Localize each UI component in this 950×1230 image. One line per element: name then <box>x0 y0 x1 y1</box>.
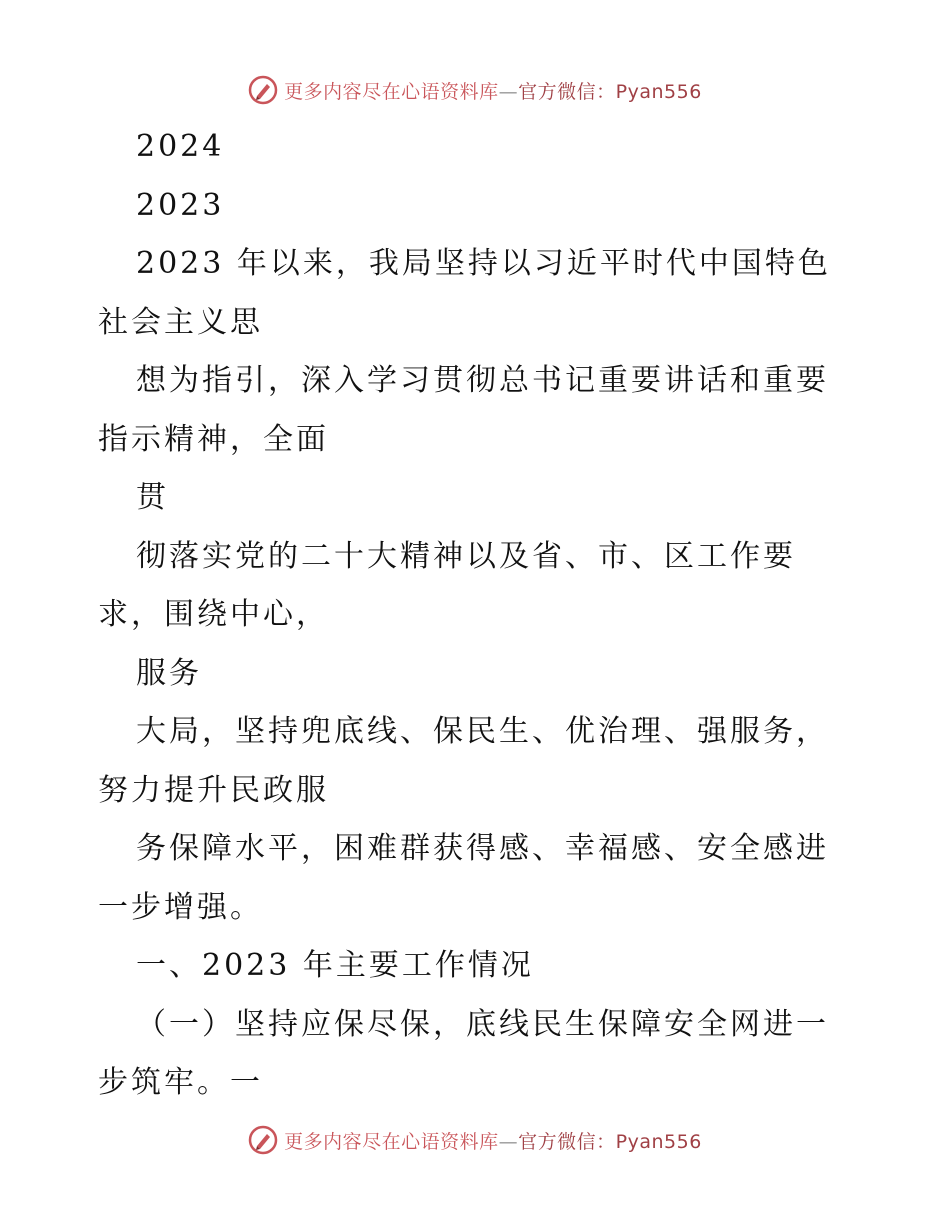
text-line: （一）坚持应保尽保，底线民生保障安全网进一 <box>136 1006 829 1042</box>
text-line: 2024 <box>136 129 225 164</box>
text-line: 务保障水平，困难群获得感、幸福感、安全感进 <box>136 831 829 866</box>
text-line: 2023 年以来，我局坚持以习近平时代中国特色 <box>136 246 831 281</box>
document-body <box>98 118 858 1113</box>
header-watermark <box>0 70 950 110</box>
pen-logo-icon <box>248 75 278 105</box>
text-line: 2023 <box>136 187 225 223</box>
text-line: 求，围绕中心， <box>98 597 329 632</box>
text-line: 贯 <box>136 480 169 515</box>
text-line: 社会主义思 <box>98 304 263 340</box>
footer-watermark <box>0 1120 950 1160</box>
text-line: 大局，坚持兜底线、保民生、优治理、强服务， <box>136 714 829 749</box>
pen-logo-icon <box>248 1125 278 1155</box>
text-line: 一步增强。 <box>98 889 263 925</box>
text-line: 努力提升民政服 <box>98 772 329 808</box>
watermark-text: 更多内容尽在心语资料库—官方微信：Pyan556 <box>284 1130 702 1153</box>
watermark-text: 更多内容尽在心语资料库—官方微信：Pyan556 <box>284 80 702 103</box>
text-line: 指示精神，全面 <box>98 421 329 457</box>
text-line: 想为指引，深入学习贯彻总书记重要讲话和重要 <box>136 363 829 398</box>
text-line: 服务 <box>136 655 202 691</box>
text-line: 一、2023 年主要工作情况 <box>136 948 534 983</box>
text-line: 步筑牢。一 <box>98 1065 263 1100</box>
text-line: 彻落实党的二十大精神以及省、市、区工作要 <box>136 538 796 574</box>
